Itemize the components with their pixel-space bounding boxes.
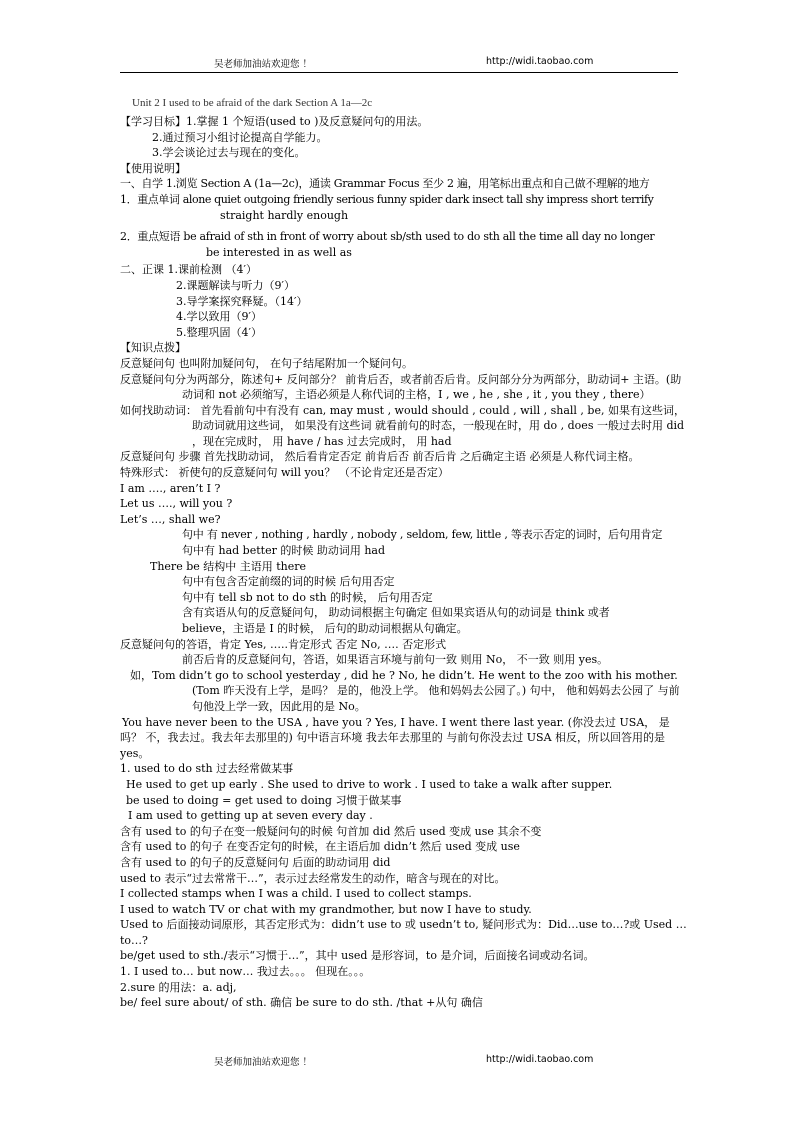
doc-line: 句中有包含否定前缀的词的时候 后句用否定	[182, 575, 395, 589]
doc-line: 反意疑问句 也叫附加疑问句， 在句子结尾附加一个疑问句。	[120, 356, 413, 370]
doc-line: 反意疑问句 步骤 首先找助动词， 然后看肯定否定 前肯后否 前否后肯 之后确定主语 必须是人称代词主格。	[120, 450, 640, 464]
page-footer	[0, 1050, 800, 1070]
doc-line: 3.学会谈论过去与现在的变化。	[152, 146, 306, 160]
doc-line: 反意疑问句分为两部分，陈述句+ 反问部分？ 前肯后否，或者前否后肯。反问部分分为两部分，助动词+ 主语。(助动词和 not 必须缩写，主语必须是人称代词的主格，I , we , he , she , it , you they , there）	[120, 372, 682, 402]
document-body	[120, 96, 690, 1011]
doc-line: 1. I used to… but now… 我过去。。。 但现在。。。	[120, 965, 371, 979]
header-left-text: 吴老师加油站欢迎您 ！	[214, 59, 313, 70]
doc-line: 5.整理巩固（4′）	[176, 325, 262, 339]
doc-line: Let’s …, shall we?	[120, 512, 221, 526]
doc-line: be used to doing = get used to doing 习惯于做某事	[126, 793, 402, 807]
doc-line: 【使用说明】	[120, 161, 186, 175]
doc-line: used to 表示“过去常常干…”，表示过去经常发生的动作，暗含与现在的对比。	[120, 871, 506, 885]
doc-line: 特殊形式： 祈使句的反意疑问句 will you？ （不论肯定还是否定）	[120, 466, 449, 480]
doc-line: 句中有 tell sb not to do sth 的时候， 后句用否定	[182, 590, 433, 604]
doc-line: 含有 used to 的句子的反意疑问句 后面的助动词用 did	[120, 855, 391, 869]
doc-line: Let us …., will you ?	[120, 497, 233, 511]
doc-line: He used to get up early . She used to drive to work . I used to take a walk after supper.	[126, 777, 613, 791]
lesson-title: Unit 2 I used to be afraid of the dark Section A 1a—2c	[132, 97, 373, 109]
doc-line: I collected stamps when I was a child. I used to collect stamps.	[120, 887, 472, 901]
doc-line: 【知识点拨】	[120, 341, 186, 355]
footer-left-text: 吴老师加油站欢迎您 ！	[214, 1057, 313, 1068]
footer-url[interactable]: http://widi.taobao.com	[486, 1054, 594, 1065]
doc-line: 二、正课 1.课前检测 （4′）	[120, 263, 257, 277]
doc-line: 句中 有 never , nothing , hardly , nobody , seldom, few, little , 等表示否定的词时，后句用肯定	[182, 528, 663, 542]
doc-line: I am used to getting up at seven every day .	[128, 809, 373, 823]
doc-line: I am …., aren’t I ?	[120, 481, 221, 495]
doc-line: 3.导学案探究释疑。（14′）	[176, 294, 308, 308]
doc-line: be/get used to sth./表示“习惯于…”，其中 used 是形容词，to 是介词，后面接名词或动名词。	[120, 949, 595, 963]
doc-line: 含有 used to 的句子 在变否定句的时候，在主语后加 didn’t 然后 used 变成 use	[120, 840, 520, 854]
doc-line: 2.课题解读与听力（9′）	[176, 278, 295, 292]
doc-line: 如，Tom didn’t go to school yesterday , did he ? No, he didn’t. He went to the zoo with his mother. (Tom 昨天没有上学，是吗？ 是的，他没上学。 他和妈妈去公园了。) 句中， 他和妈妈去公园了 与前句他没上学一致，因此用的是 No。	[130, 668, 680, 713]
doc-line: 反意疑问句的答语，肯定 Yes, …..肯定形式 否定 No, …. 否定形式	[120, 637, 447, 651]
doc-line: You have never been to the USA , have you ? Yes, I have. I went there last year. (你没去过 USA， 是吗？ 不，我去过。我去年去那里的) 句中语言环境 我去年去那里的 与前句你没去过 USA 相反，所以回答用的是 yes。	[120, 715, 670, 760]
doc-line: 1. used to do sth 过去经常做某事	[120, 762, 294, 776]
doc-line: 2．重点短语 be afraid of sth in front of worry about sb/sth used to do sth all the time all day no longer	[120, 230, 655, 244]
doc-line: 含有 used to 的句子在变一般疑问句的时候 句首加 did 然后 used 变成 use 其余不变	[120, 824, 542, 838]
doc-line: Used to 后面接动词原形，其否定形式为：didn’t use to 或 usedn’t to, 疑问形式为：Did…use to…?或 Used … to…?	[120, 918, 687, 947]
doc-line: 含有宾语从句的反意疑问句， 助动词根据主句确定 但如果宾语从句的动词是 think 或者	[182, 606, 610, 620]
page-header	[0, 52, 800, 72]
doc-line: 一、自学 1.浏览 Section A (1a—2c)，通读 Grammar Focus 至少 2 遍，用笔标出重点和自己做不理解的地方	[120, 177, 650, 191]
doc-line: 2.通过预习小组讨论提高自学能力。	[152, 130, 328, 144]
doc-line: be interested in as well as	[206, 245, 352, 259]
doc-line: 如何找助动词： 首先看前句中有没有 can, may must , would should , could , will , shall , be, 如果有这些词，助动词就用这些词， 如果没有这些词 就看前句的时态，一般现在时，用 do , does 一般过去时用 did ，现在完成时， 用 have / has 过去完成时， 用 had	[120, 403, 685, 448]
doc-line: I used to watch TV or chat with my grandmother, but now I have to study.	[120, 902, 532, 916]
doc-line: 【学习目标】1.掌握 1 个短语(used to )及反意疑问句的用法。	[120, 115, 429, 128]
header-rule	[120, 72, 678, 73]
doc-line: straight hardly enough	[220, 208, 349, 222]
doc-line: 2.sure 的用法：a. adj,	[120, 980, 237, 994]
header-url[interactable]: http://widi.taobao.com	[486, 56, 594, 67]
doc-line: be/ feel sure about/ of sth. 确信 be sure to do sth. /that +从句 确信	[120, 996, 483, 1010]
doc-line: 句中有 had better 的时候 助动词用 had	[182, 544, 386, 558]
doc-line: 前否后肯的反意疑问句，答语，如果语言环境与前句一致 则用 No， 不一致 则用 yes。	[182, 653, 609, 667]
doc-line: 4.学以致用（9′）	[176, 310, 262, 324]
doc-line: 1．重点单词 alone quiet outgoing friendly serious funny spider dark insect tall shy impress short terrify	[120, 192, 654, 206]
doc-line: There be 结构中 主语用 there	[150, 559, 307, 573]
doc-line: believe，主语是 I 的时候， 后句的助动词根据从句确定。	[182, 622, 468, 635]
